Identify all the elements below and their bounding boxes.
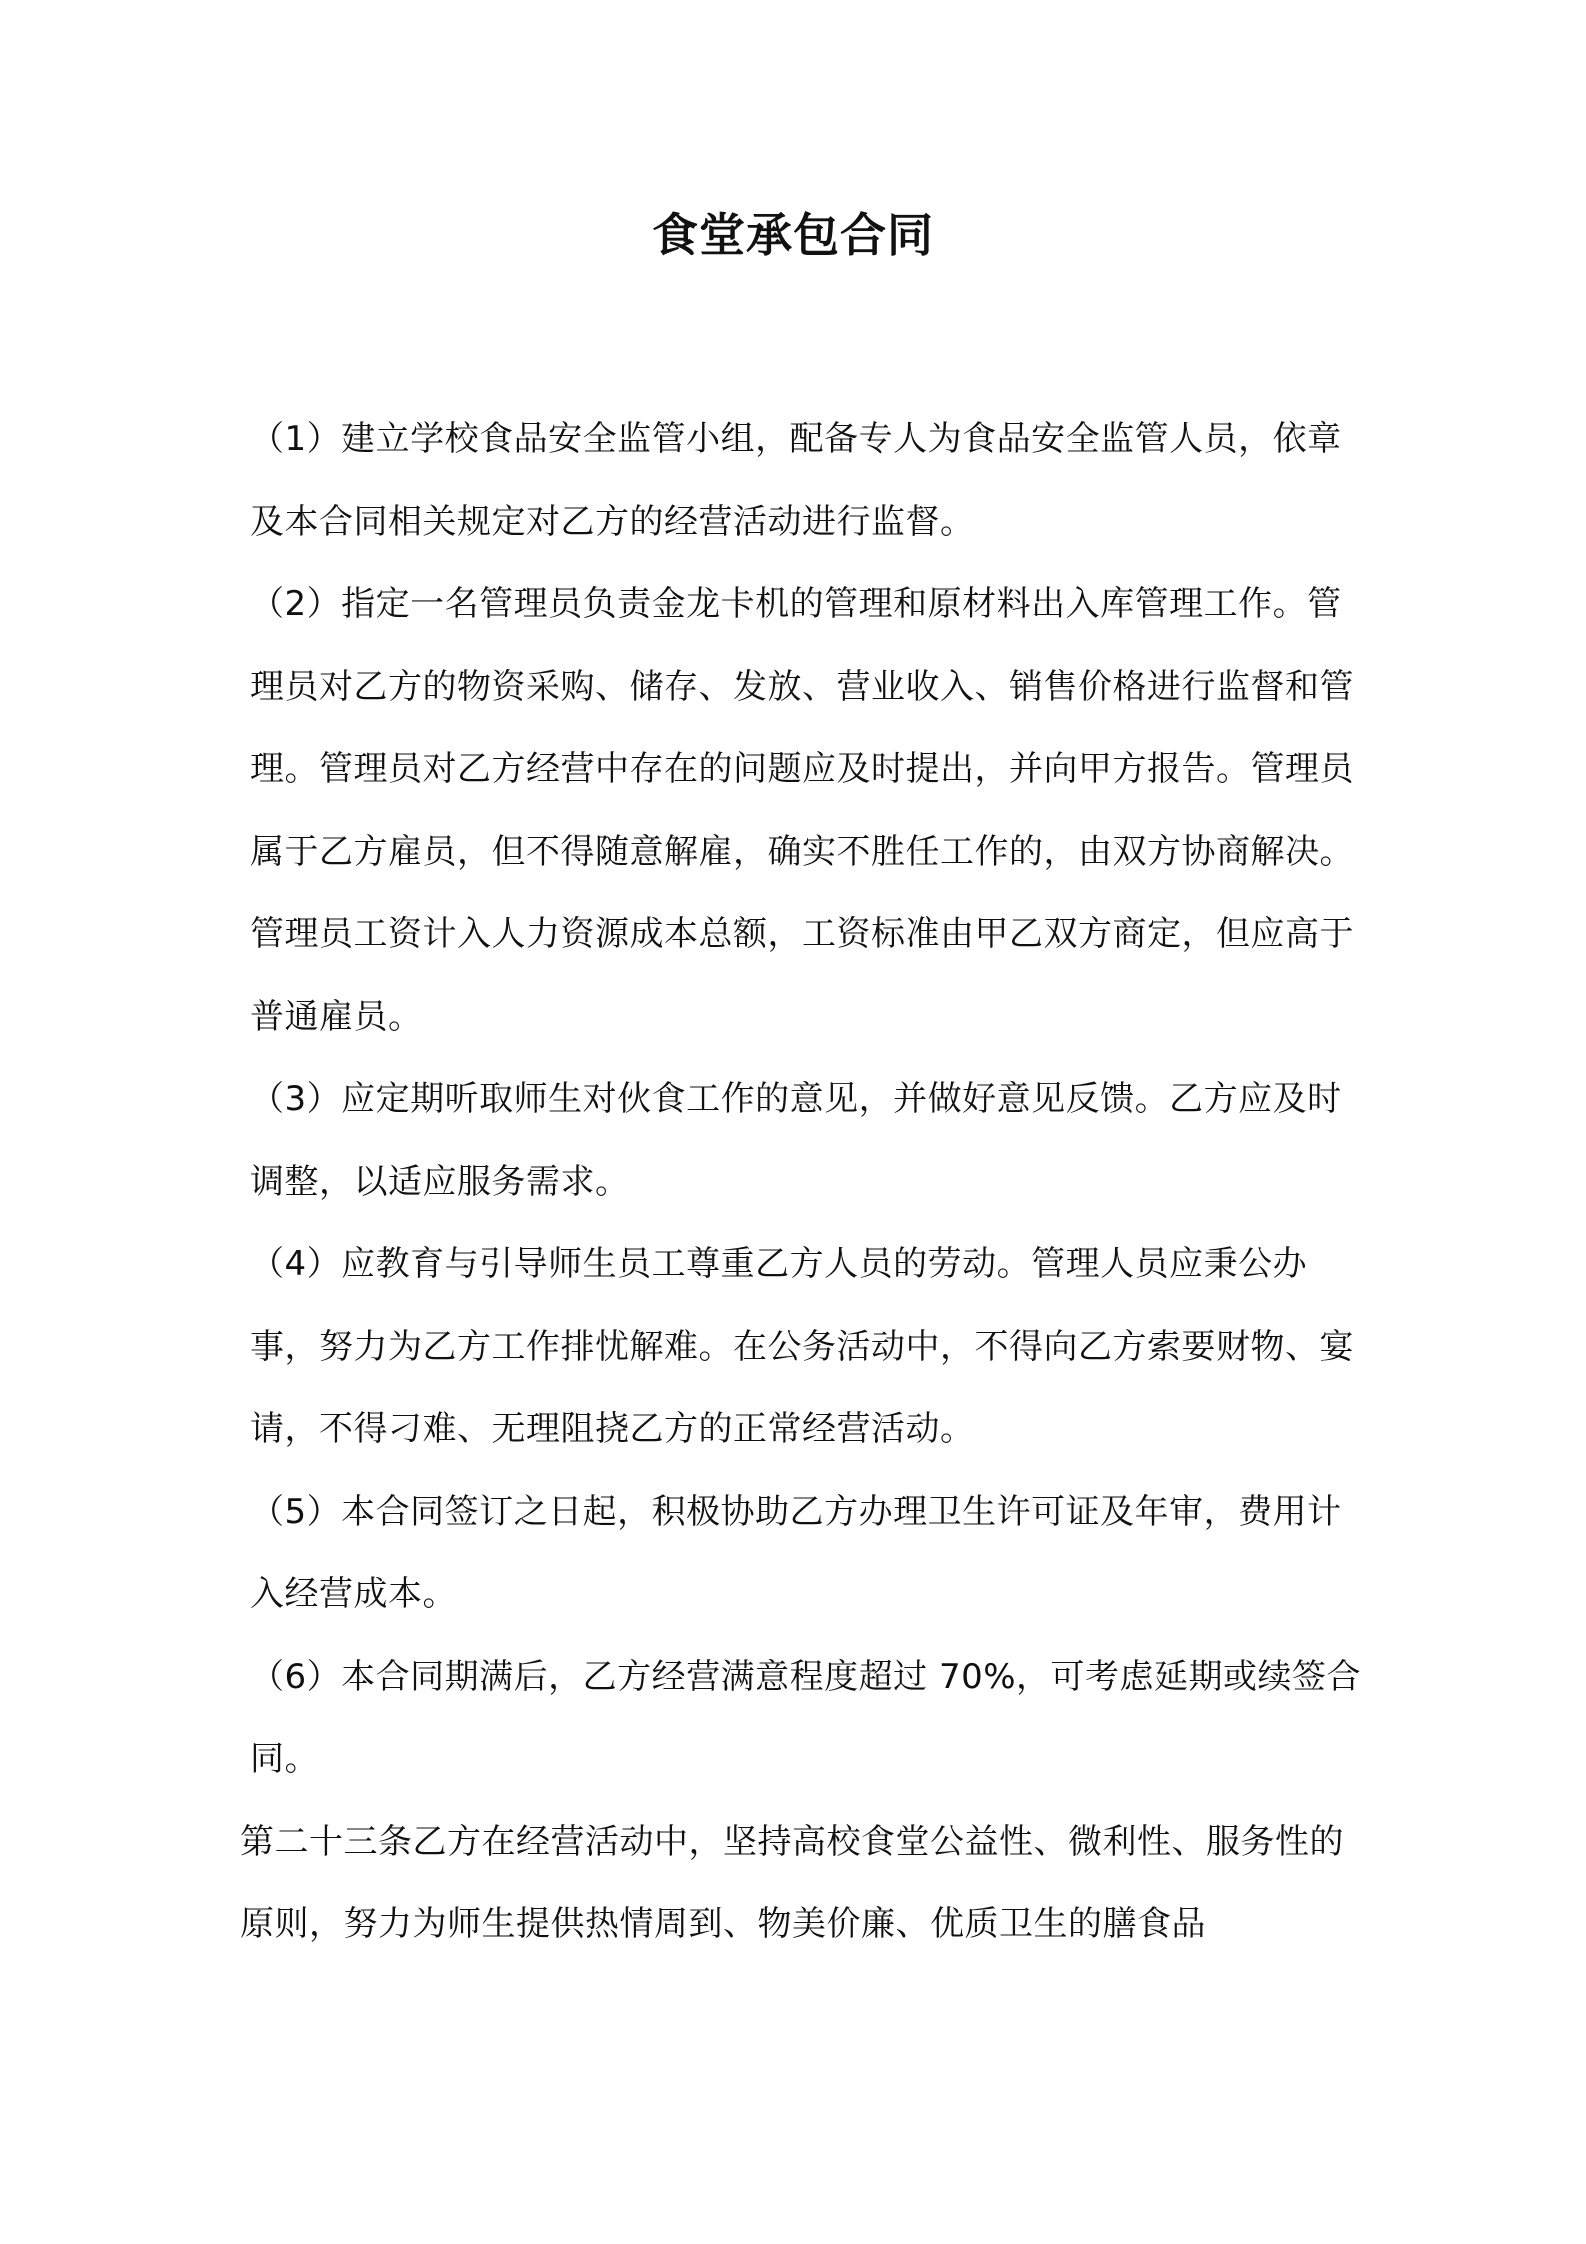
document-body (240, 398, 1370, 1966)
paragraph-item-5: （5）本合同签订之日起，积极协助乙方办理卫生许可证及年审，费用计入经营成本。 (250, 1491, 1342, 1614)
article-23-paragraph: 第二十三条乙方在经营活动中，坚持高校食堂公益性、微利性、服务性的原则，努力为师生提供热情周到、物美价廉、优质卫生的膳食品 (240, 1821, 1344, 1944)
document-title: 食堂承包合同 (652, 208, 934, 262)
paragraph-item-2: （2）指定一名管理员负责金龙卡机的管理和原材料出入库管理工作。管理员对乙方的物资采购、储存、发放、营业收入、销售价格进行监督和管理。管理员对乙方经营中存在的问题应及时提出，并向甲方报告。管理员属于乙方雇员，但不得随意解雇，确实不胜任工作的，由双方协商解决。管理员工资计入人力资源成本总额，工资标准由甲乙双方商定，但应高于普通雇员。 (250, 584, 1354, 1037)
paragraph-item-3: （3）应定期听取师生对伙食工作的意见，并做好意见反馈。乙方应及时调整，以适应服务需求。 (250, 1079, 1342, 1202)
paragraph-item-6: （6）本合同期满后，乙方经营满意程度超过 70%，可考虑延期或续签合同。 (250, 1656, 1362, 1779)
paragraph-item-4: （4）应教育与引导师生员工尊重乙方人员的劳动。管理人员应秉公办事，努力为乙方工作排忧解难。在公务活动中，不得向乙方索要财物、宴请，不得刁难、无理阻挠乙方的正常经营活动。 (250, 1244, 1354, 1449)
paragraph-item-1: （1）建立学校食品安全监管小组，配备专人为食品安全监管人员，依章及本合同相关规定对乙方的经营活动进行监督。 (250, 419, 1342, 542)
